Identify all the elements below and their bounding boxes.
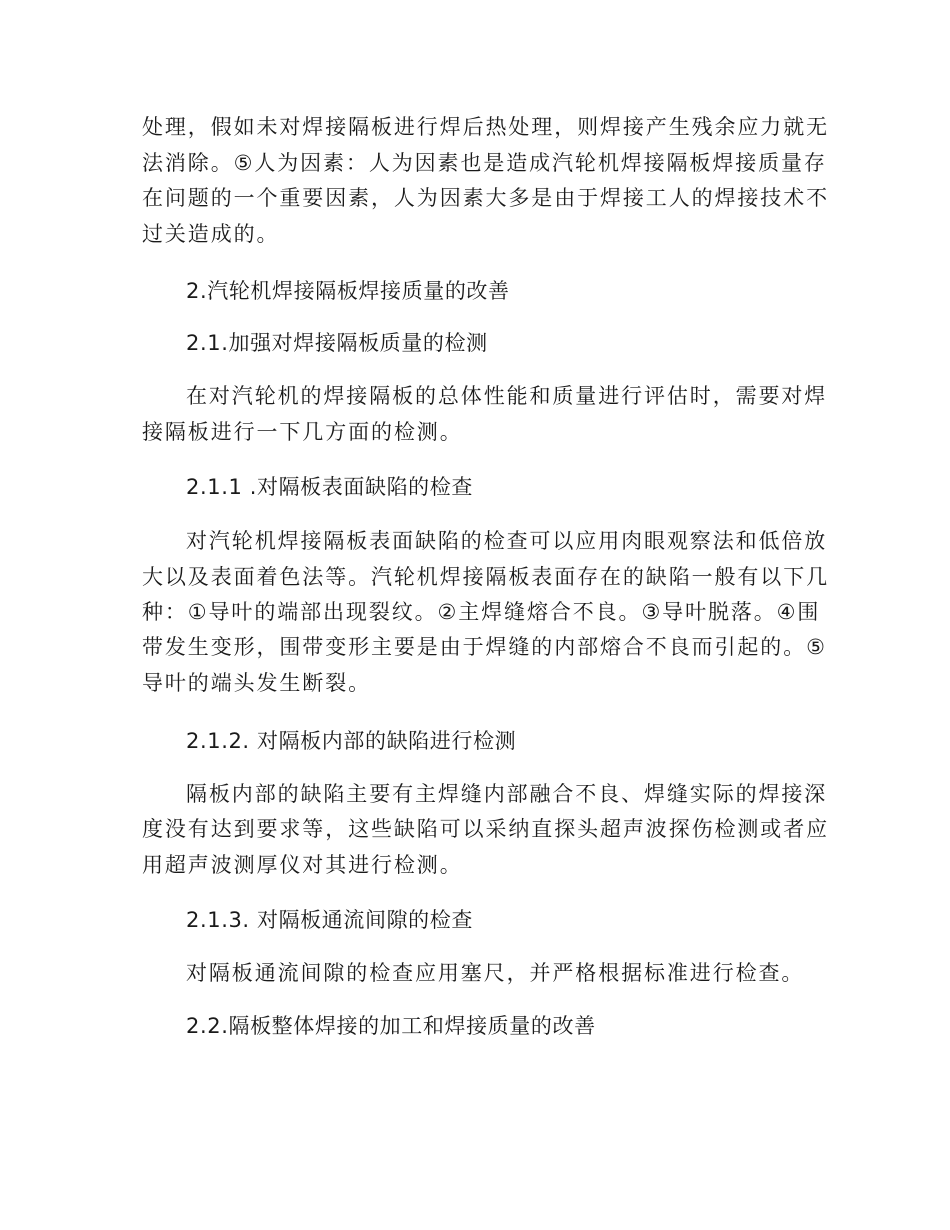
paragraph-line: 大以及表面着色法等。汽轮机焊接隔板表面存在的缺陷一般有以下几 bbox=[142, 565, 829, 589]
section-heading-2-1: 2.1.加强对焊接隔板质量的检测 bbox=[186, 331, 488, 355]
paragraph-line: 种：①导叶的端部出现裂纹。②主焊缝熔合不良。③导叶脱落。④围 bbox=[142, 600, 821, 624]
paragraph-line: 在对汽轮机的焊接隔板的总体性能和质量进行评估时，需要对焊 bbox=[186, 384, 828, 408]
paragraph-line: 过关造成的。 bbox=[142, 222, 280, 246]
paragraph-line: 隔板内部的缺陷主要有主焊缝内部融合不良、焊缝实际的焊接深 bbox=[186, 782, 828, 806]
section-heading-2-1-1: 2.1.1 .对隔板表面缺陷的检查 bbox=[186, 475, 473, 499]
paragraph-line: 度没有达到要求等，这些缺陷可以采纳直探头超声波探伤检测或者应 bbox=[142, 817, 829, 841]
paragraph-line: 对汽轮机焊接隔板表面缺陷的检查可以应用肉眼观察法和低倍放 bbox=[186, 529, 828, 553]
section-heading-2: 2.汽轮机焊接隔板焊接质量的改善 bbox=[186, 279, 510, 303]
paragraph-line: 在问题的一个重要因素，人为因素大多是由于焊接工人的焊接技术不 bbox=[142, 186, 829, 210]
section-heading-2-2: 2.2.隔板整体焊接的加工和焊接质量的改善 bbox=[186, 1014, 596, 1038]
section-heading-2-1-3: 2.1.3. 对隔板通流间隙的检查 bbox=[186, 908, 473, 932]
paragraph-line: 用超声波测厚仪对其进行检测。 bbox=[142, 853, 463, 877]
paragraph-line: 接隔板进行一下几方面的检测。 bbox=[142, 420, 463, 444]
paragraph-line: 对隔板通流间隙的检查应用塞尺，并严格根据标准进行检查。 bbox=[186, 961, 805, 985]
paragraph-line: 法消除。⑤人为因素：人为因素也是造成汽轮机焊接隔板焊接质量存 bbox=[142, 151, 827, 175]
paragraph-line: 带发生变形，围带变形主要是由于焊缝的内部熔合不良而引起的。⑤ bbox=[142, 635, 827, 659]
paragraph-line: 处理，假如未对焊接隔板进行焊后热处理，则焊接产生残余应力就无 bbox=[142, 115, 829, 139]
section-heading-2-1-2: 2.1.2. 对隔板内部的缺陷进行检测 bbox=[186, 729, 517, 753]
paragraph-line: 导叶的端头发生断裂。 bbox=[142, 671, 371, 695]
